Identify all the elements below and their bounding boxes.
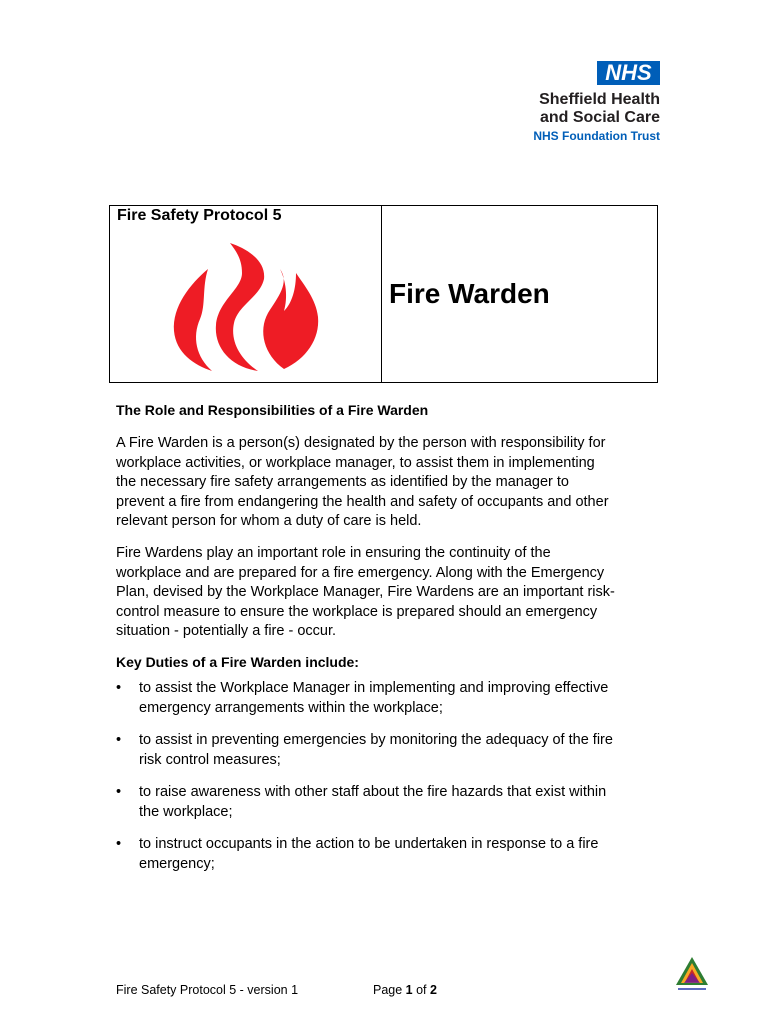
duty-line: to assist the Workplace Manager in implementing and improving effective bbox=[139, 680, 609, 696]
org-name-line2: and Social Care bbox=[539, 109, 660, 126]
paragraph-importance bbox=[116, 544, 656, 642]
header-left-cell bbox=[110, 206, 382, 382]
paragraph-line: situation - potentially a fire - occur. bbox=[116, 623, 337, 639]
flame-icon bbox=[168, 239, 322, 373]
header-table bbox=[109, 205, 658, 383]
footer-page-number: Page 1 of 2 bbox=[373, 983, 437, 997]
duty-line: to instruct occupants in the action to be undertaken in response to a fire bbox=[139, 836, 599, 852]
duty-line: emergency; bbox=[139, 855, 215, 872]
bullet-icon: • bbox=[116, 784, 122, 800]
trust-name: NHS Foundation Trust bbox=[533, 129, 660, 143]
paragraph-line: workplace activities, or workplace manager, to assist them in implementing bbox=[116, 454, 595, 471]
duty-line: the workplace; bbox=[139, 803, 233, 820]
bullet-icon: • bbox=[116, 836, 122, 852]
document-title: Fire Warden bbox=[389, 278, 550, 309]
duties-heading: Key Duties of a Fire Warden include: bbox=[116, 654, 359, 670]
protocol-title: Fire Safety Protocol 5 bbox=[117, 207, 282, 224]
paragraph-line: prevent a fire from endangering the health and safety of occupants and other bbox=[116, 493, 609, 510]
org-name-line1: Sheffield Health bbox=[539, 91, 660, 108]
role-heading: The Role and Responsibilities of a Fire Warden bbox=[116, 402, 429, 418]
paragraph-line: workplace and are prepared for a fire emergency. Along with the Emergency bbox=[116, 564, 605, 581]
partner-logo-icon bbox=[674, 955, 710, 995]
duty-line: risk control measures; bbox=[139, 751, 281, 768]
nhs-badge: NHS bbox=[597, 61, 660, 85]
paragraph-line: A Fire Warden is a person(s) designated by the person with responsibility for bbox=[116, 435, 606, 451]
duty-line: to raise awareness with other staff about the fire hazards that exist within bbox=[139, 784, 607, 800]
paragraph-line: relevant person for whom a duty of care is held. bbox=[116, 513, 422, 529]
bullet-icon: • bbox=[116, 680, 122, 696]
duty-line: to assist in preventing emergencies by monitoring the adequacy of the fire bbox=[139, 732, 613, 748]
bullet-icon: • bbox=[116, 732, 122, 748]
duty-line: emergency arrangements within the workplace; bbox=[139, 699, 443, 716]
nhs-logo bbox=[500, 58, 690, 154]
paragraph-line: Fire Wardens play an important role in ensuring the continuity of the bbox=[116, 545, 551, 561]
paragraph-role bbox=[116, 434, 656, 532]
footer-version: Fire Safety Protocol 5 - version 1 bbox=[116, 983, 299, 997]
paragraph-line: the necessary fire safety arrangements as identified by the manager to bbox=[116, 474, 569, 490]
paragraph-line: control measure to ensure the workplace is prepared should an emergency bbox=[116, 603, 598, 620]
paragraph-line: Plan, devised by the Workplace Manager, Fire Wardens are an important risk- bbox=[116, 584, 615, 600]
